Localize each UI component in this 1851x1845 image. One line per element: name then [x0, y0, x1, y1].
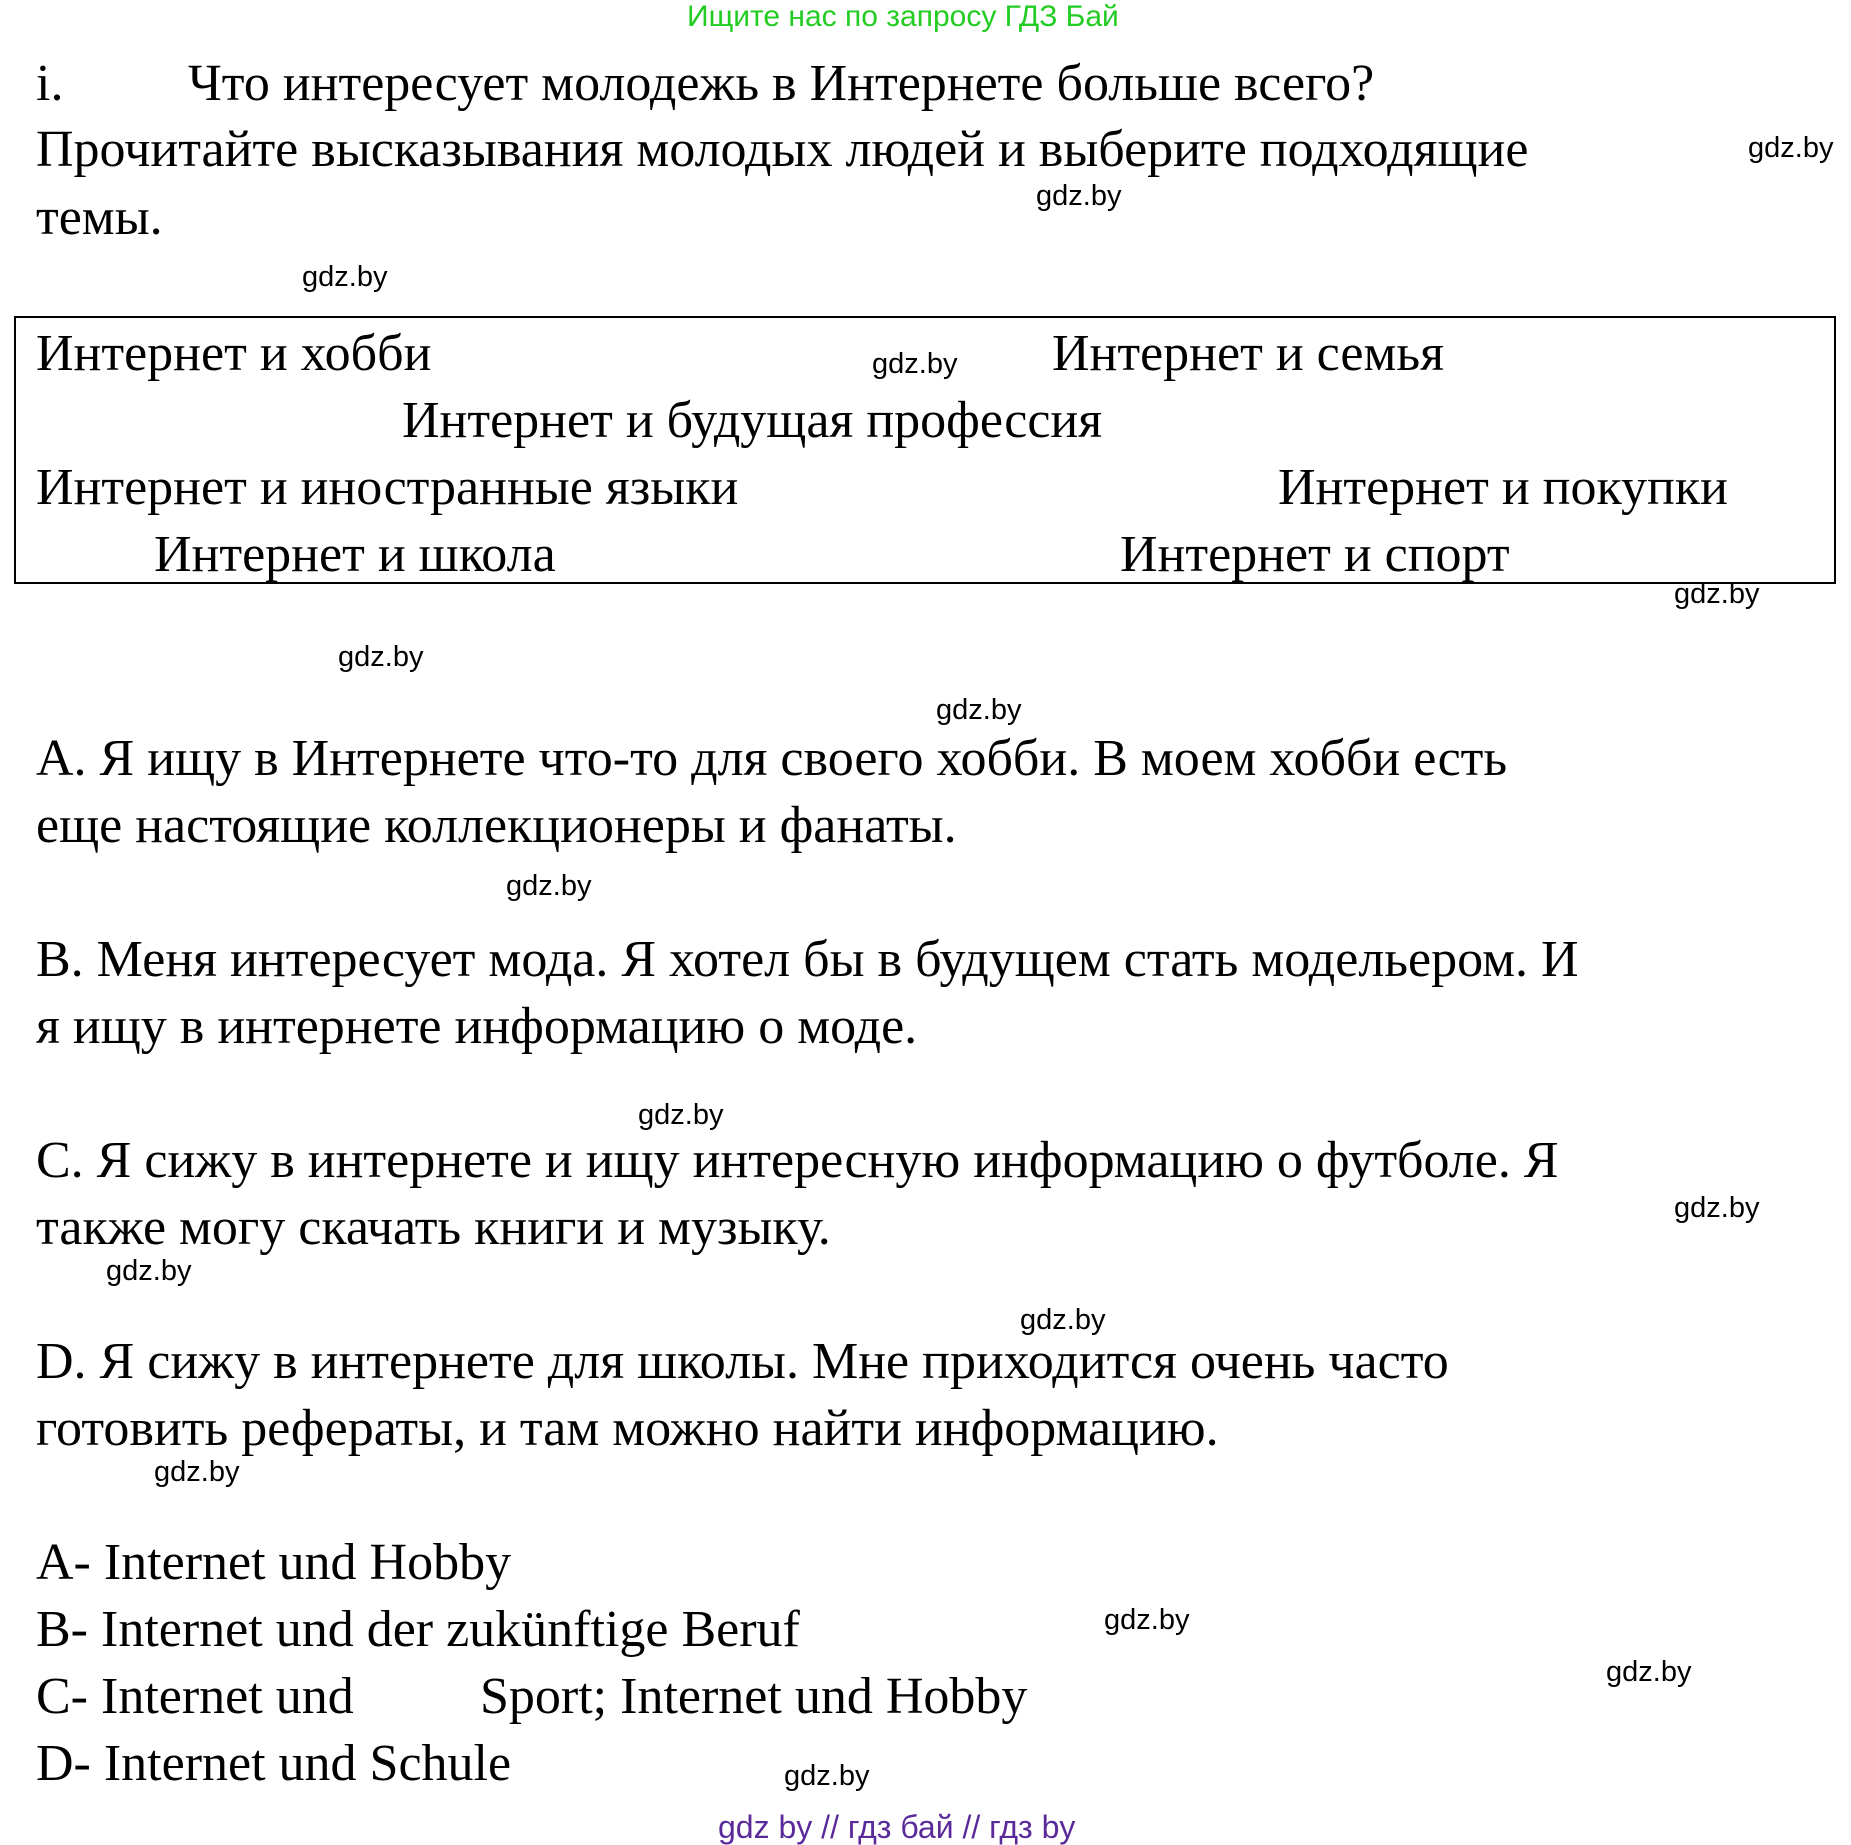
- answer-d: D- Internet und Schule: [36, 1735, 512, 1792]
- watermark: gdz.by: [154, 1456, 240, 1488]
- watermark: gdz.by: [936, 694, 1022, 726]
- watermark: gdz.by: [106, 1255, 192, 1287]
- watermark: gdz.by: [338, 641, 424, 673]
- watermark: gdz.by: [1748, 132, 1834, 164]
- topic-school: Интернет и школа: [154, 526, 556, 583]
- watermark: gdz.by: [506, 870, 592, 902]
- watermark: gdz.by: [302, 261, 388, 293]
- answer-a: A- Internet und Hobby: [36, 1534, 512, 1591]
- watermark: gdz.by: [1036, 180, 1122, 212]
- answer-c-prefix: C- Internet und: [36, 1668, 354, 1725]
- statement-a-line-2: еще настоящие коллекционеры и фанаты.: [36, 797, 957, 854]
- task-question: Что интересует молодежь в Интернете больше всего?: [188, 55, 1375, 112]
- statement-c-line-2: также могу скачать книги и музыку.: [36, 1199, 831, 1256]
- header-search-hint: Ищите нас по запросу ГДЗ Бай: [687, 0, 1119, 33]
- statement-d-line-2: готовить рефераты, и там можно найти информацию.: [36, 1400, 1219, 1457]
- watermark: gdz.by: [1674, 578, 1760, 610]
- watermark: gdz.by: [872, 348, 958, 380]
- footer-links: gdz by // гдз бай // гдз by: [718, 1809, 1076, 1845]
- topic-sport: Интернет и спорт: [1120, 526, 1510, 583]
- topic-future-profession: Интернет и будущая профессия: [402, 392, 1103, 449]
- statement-d-line-1: D. Я сижу в интернете для школы. Мне приходится очень часто: [36, 1333, 1449, 1390]
- statement-a-line-1: A. Я ищу в Интернете что-то для своего хобби. В моем хобби есть: [36, 730, 1508, 787]
- statement-c-line-1: C. Я сижу в интернете и ищу интересную информацию о футболе. Я: [36, 1132, 1559, 1189]
- watermark: gdz.by: [638, 1099, 724, 1131]
- watermark: gdz.by: [1104, 1604, 1190, 1636]
- watermark: gdz.by: [1020, 1304, 1106, 1336]
- answer-c-rest: Sport; Internet und Hobby: [480, 1668, 1028, 1725]
- topic-family: Интернет и семья: [1052, 325, 1444, 382]
- topic-foreign-languages: Интернет и иностранные языки: [36, 459, 739, 516]
- watermark: gdz.by: [1674, 1192, 1760, 1224]
- statement-b-line-2: я ищу в интернете информацию о моде.: [36, 998, 918, 1055]
- task-instruction-line-2: темы.: [36, 189, 163, 246]
- watermark: gdz.by: [1606, 1656, 1692, 1688]
- task-number: i.: [36, 55, 64, 112]
- topic-hobby: Интернет и хобби: [36, 325, 432, 382]
- watermark: gdz.by: [784, 1760, 870, 1792]
- answer-b: B- Internet und der zukünftige Beruf: [36, 1601, 800, 1658]
- task-instruction-line-1: Прочитайте высказывания молодых людей и выберите подходящие: [36, 121, 1529, 178]
- topic-shopping: Интернет и покупки: [1278, 459, 1728, 516]
- statement-b-line-1: B. Меня интересует мода. Я хотел бы в будущем стать модельером. И: [36, 931, 1579, 988]
